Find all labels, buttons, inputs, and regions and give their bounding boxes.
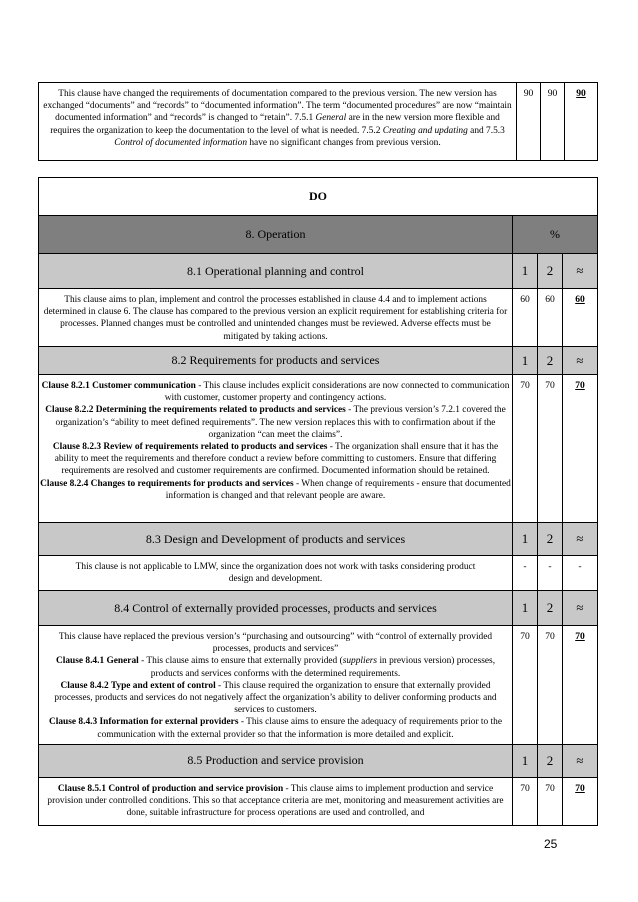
section-8-3-body: This clause is not applicable to LMW, since the organization does not work with tasks considering product design and development. — [39, 556, 513, 591]
score-2: 90 — [541, 83, 565, 161]
score-1: 90 — [517, 83, 541, 161]
section-8-1-body: This clause aims to plan, implement and control the processes established in clause 4.4 and to implement actions determined in clause 6. The clause has compared to the previous version an explicit requirement for establishing criteria for processes. Planned changes must be controlled and unintended changes must be reviewed. Adverse effects must be mitigated by taking actions. — [39, 289, 513, 347]
col-label-approx: ≈ — [563, 591, 598, 626]
score-2: - — [538, 556, 563, 591]
score-1: 70 — [513, 777, 538, 825]
col-label-2: 2 — [538, 591, 563, 626]
percent-header: % — [513, 216, 598, 254]
col-label-approx: ≈ — [563, 523, 598, 556]
score-avg: 70 — [563, 375, 598, 523]
operation-title: 8. Operation — [39, 216, 513, 254]
score-2: 70 — [538, 777, 563, 825]
top-table — [38, 82, 598, 161]
score-avg: 60 — [563, 289, 598, 347]
score-avg: 90 — [565, 83, 598, 161]
col-label-2: 2 — [538, 744, 563, 777]
score-avg: 70 — [563, 777, 598, 825]
score-avg: - — [563, 556, 598, 591]
clause-7-5-text: This clause have changed the requirements of documentation compared to the previous version. The new version has exchanged “documents” and “records” to “documented information”. The term “documented procedures” are now “maintain documented information” and “records” is changed to “retain”. 7.5.1 General are in the new version more flexible and requires the organization to keep the documentation to the level of what is needed. 7.5.2 Creating and updating and 7.5.3 Control of documented information have no significant changes from previous version. — [39, 83, 517, 161]
score-1: 60 — [513, 289, 538, 347]
section-8-4-title: 8.4 Control of externally provided processes, products and services — [39, 591, 513, 626]
section-8-2-title: 8.2 Requirements for products and services — [39, 347, 513, 375]
section-8-2-body: Clause 8.2.1 Customer communication - This clause includes explicit considerations are now connected to communication with customer, customer property and contingency actions. Clause 8.2.2 Determining the requirements related to products and services - The previous version’s 7.2.1 covered the organization’s “ability to meet defined requirements”. The new version replaces this with to confirmation about if the organization “can meet the claims”. Clause 8.2.3 Review of requirements related to products and services - The organization shall ensure that it has the ability to meet the requirements and therefore conduct a review before committing to customers. Ensure that differing requirements are resolved and customer requirements are confirmed. Documented information should be retained. Clause 8.2.4 Changes to requirements for products and services - When change of requirements - ensure that documented information is changed and that relevant people are aware. — [39, 375, 513, 523]
score-2: 60 — [538, 289, 563, 347]
section-8-5-body: Clause 8.5.1 Control of production and service provision - This clause aims to implement production and service provision under controlled conditions. This so that acceptance criteria are met, monitoring and measurement activities are done, suitable infrastructure for process operations are used and controlled, and — [39, 777, 513, 825]
col-label-approx: ≈ — [563, 744, 598, 777]
section-8-3-title: 8.3 Design and Development of products and services — [39, 523, 513, 556]
col-label-2: 2 — [538, 523, 563, 556]
score-1: 70 — [513, 375, 538, 523]
score-1: 70 — [513, 626, 538, 745]
col-label-2: 2 — [538, 347, 563, 375]
col-label-1: 1 — [513, 523, 538, 556]
col-label-1: 1 — [513, 254, 538, 289]
col-label-1: 1 — [513, 591, 538, 626]
col-label-2: 2 — [538, 254, 563, 289]
score-1: - — [513, 556, 538, 591]
section-8-4-body: This clause have replaced the previous version’s “purchasing and outsourcing” with “control of externally provided processes, products and services” Clause 8.4.1 General - This clause aims to ensure that externally provided (suppliers in previous version) processes, products and services conforms with the determined requirements. Clause 8.4.2 Type and extent of control - This clause required the organization to ensure that externally provided processes, products and services do not negatively affect the organization’s ability to deliver conforming products and services to customers. Clause 8.4.3 Information for external providers - This clause aims to ensure the adequacy of requirements prior to the communication with the external provider so that the information is more detailed and explicit. — [39, 626, 513, 745]
score-2: 70 — [538, 375, 563, 523]
score-avg: 70 — [563, 626, 598, 745]
col-label-approx: ≈ — [563, 254, 598, 289]
score-2: 70 — [538, 626, 563, 745]
do-header: DO — [39, 178, 598, 216]
section-8-1-title: 8.1 Operational planning and control — [39, 254, 513, 289]
do-table — [38, 177, 598, 826]
col-label-1: 1 — [513, 744, 538, 777]
col-label-1: 1 — [513, 347, 538, 375]
col-label-approx: ≈ — [563, 347, 598, 375]
section-8-5-title: 8.5 Production and service provision — [39, 744, 513, 777]
page-number: 25 — [544, 837, 558, 851]
